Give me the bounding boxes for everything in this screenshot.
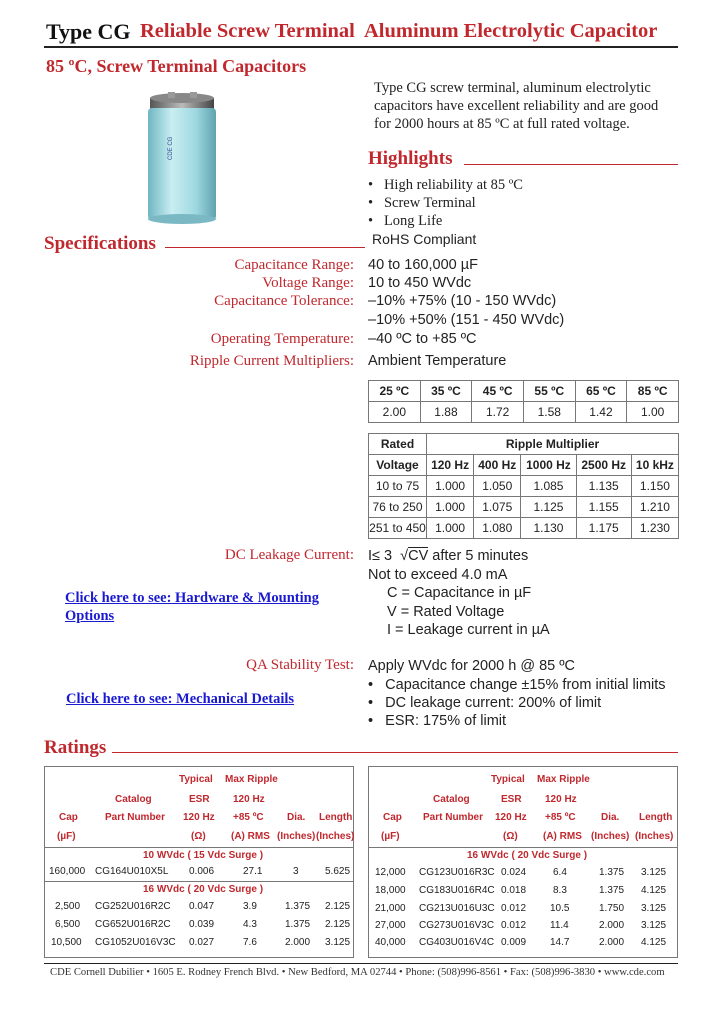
col-esr: ESR <box>501 794 522 805</box>
table-cell: 1.150 <box>631 476 678 497</box>
table-cell: 1.230 <box>631 518 678 539</box>
table-cell: 3.125 <box>641 920 667 931</box>
table-row <box>369 518 679 539</box>
rohs-label: RoHS Compliant <box>372 231 477 247</box>
table-cell: 2.00 <box>369 402 421 423</box>
col-catalog: Catalog <box>115 794 152 805</box>
col-esr: ESR <box>189 794 210 805</box>
col-length: Length <box>639 812 673 823</box>
table-cell: 1.080 <box>474 518 521 539</box>
can-label: CDE CG <box>168 136 174 160</box>
table-cell: 1.00 <box>627 402 679 423</box>
table-cell: CG252U016R2C <box>95 901 171 912</box>
voltage-range-value: 10 to 450 WVdc <box>368 275 472 291</box>
table-cell: 76 to 250 <box>369 497 427 518</box>
ratings-rule <box>112 752 678 753</box>
table-cell: 1.155 <box>576 497 631 518</box>
table-cell: 1.085 <box>521 476 576 497</box>
dc-leakage-line-2: Not to exceed 4.0 mA <box>368 567 508 583</box>
table-cell: 35 ºC <box>420 381 472 402</box>
table-cell: 1.050 <box>474 476 521 497</box>
type-label: Type CG <box>46 19 131 44</box>
divider <box>369 847 677 848</box>
qa-stability-line-1: Apply WVdc for 2000 h @ 85 ºC <box>368 658 576 674</box>
table-cell: 4.125 <box>641 937 667 948</box>
table-cell: 1.750 <box>599 903 625 914</box>
table-cell: 0.006 <box>189 866 215 877</box>
group-header: 10 WVdc ( 15 Vdc Surge ) <box>143 850 264 861</box>
table-cell: 2.125 <box>325 901 351 912</box>
table-cell: CG403U016V4C <box>419 937 495 948</box>
ripple-label: Ripple Current Multipliers: <box>189 353 354 369</box>
qa-item-3: • ESR: 175% of limit <box>368 713 507 729</box>
table-cell: 1.210 <box>631 497 678 518</box>
table-row <box>45 865 353 881</box>
table-row <box>369 434 679 455</box>
table-cell: 18,000 <box>375 885 406 896</box>
intro-line-2: capacitors have excellent reliability and are good <box>374 98 659 114</box>
table-cell: 120 Hz <box>427 455 474 476</box>
table-cell: Voltage <box>369 455 427 476</box>
col-85c: +85 ºC <box>233 812 264 823</box>
table-cell: 2.125 <box>325 919 351 930</box>
col-max-ripple: Max Ripple <box>537 774 590 785</box>
col-catalog: Catalog <box>433 794 470 805</box>
operating-temp-value: –40 ºC to +85 ºC <box>368 331 477 347</box>
table-cell: 1.375 <box>285 919 311 930</box>
col-120hz-2: 120 Hz <box>183 812 215 823</box>
table-cell: 55 ºC <box>523 381 575 402</box>
table-cell: 3.125 <box>325 937 351 948</box>
ripple-value: Ambient Temperature <box>368 353 507 369</box>
table-cell: 40,000 <box>375 937 406 948</box>
table-cell: 0.024 <box>501 867 527 878</box>
table-cell: Rated <box>369 434 427 455</box>
col-part-number: Part Number <box>105 812 166 823</box>
col-typical: Typical <box>491 774 525 785</box>
table-cell: CG273U016V3C <box>419 920 495 931</box>
group-header: 16 WVdc ( 20 Vdc Surge ) <box>467 850 588 861</box>
title-rule <box>44 46 678 48</box>
table-cell: 1.125 <box>521 497 576 518</box>
table-cell: 6,500 <box>55 919 81 930</box>
table-row <box>45 919 353 935</box>
col-inches-1: (Inches) <box>591 831 630 842</box>
col-120hz: 120 Hz <box>545 794 577 805</box>
table-cell: 2.000 <box>599 937 625 948</box>
table-cell: 1.175 <box>576 518 631 539</box>
col-dia: Dia. <box>287 812 306 823</box>
table-cell: 1.88 <box>420 402 472 423</box>
table-row <box>369 381 679 402</box>
table-cell: 400 Hz <box>474 455 521 476</box>
capacitance-range-label: Capacitance Range: <box>234 257 354 273</box>
col-cap: Cap <box>59 812 78 823</box>
col-uf: (µF) <box>57 831 76 842</box>
mechanical-details-link[interactable]: Click here to see: Mechanical Details <box>66 691 295 707</box>
col-arms: (A) RMS <box>543 831 582 842</box>
voltage-range-label: Voltage Range: <box>262 275 354 291</box>
table-cell: 25 ºC <box>369 381 421 402</box>
table-cell: 1.375 <box>285 901 311 912</box>
table-cell: CG1052U016V3C <box>95 937 176 948</box>
table-cell: 0.012 <box>501 903 527 914</box>
footer-rule <box>44 963 678 964</box>
table-row <box>369 476 679 497</box>
table-cell: Ripple Multiplier <box>427 434 679 455</box>
col-inches-1: (Inches) <box>277 831 316 842</box>
page-title: Reliable Screw Terminal Aluminum Electrolytic Capacitor <box>140 20 658 42</box>
table-cell: 1.42 <box>575 402 627 423</box>
col-uf: (µF) <box>381 831 400 842</box>
highlights-heading: Highlights <box>368 148 453 169</box>
table-cell: CG183U016R4C <box>419 885 495 896</box>
table-cell: 160,000 <box>49 866 86 877</box>
hardware-mounting-link[interactable]: Click here to see: Hardware & Mounting <box>65 590 319 606</box>
tolerance-label: Capacitance Tolerance: <box>214 293 354 309</box>
table-cell: CG652U016R2C <box>95 919 171 930</box>
col-cap: Cap <box>383 812 402 823</box>
dc-leakage-line-3: C = Capacitance in µF <box>387 585 532 601</box>
group-header: 16 WVdc ( 20 Vdc Surge ) <box>143 884 264 895</box>
table-cell: 2500 Hz <box>576 455 631 476</box>
col-part-number: Part Number <box>423 812 484 823</box>
capacitance-range-value: 40 to 160,000 µF <box>368 257 478 273</box>
table-row <box>369 497 679 518</box>
table-cell: 1.000 <box>427 497 474 518</box>
highlight-item-1: • High reliability at 85 ºC <box>368 177 523 193</box>
table-cell: 11.4 <box>550 920 569 931</box>
table-cell: 0.039 <box>189 919 215 930</box>
tolerance-value-1: –10% +75% (10 - 150 WVdc) <box>368 293 557 309</box>
dc-leakage-line-5: I = Leakage current in µA <box>387 622 550 638</box>
dc-leakage-label: DC Leakage Current: <box>224 547 354 563</box>
table-cell: 1.375 <box>599 867 625 878</box>
specifications-heading: Specifications <box>44 233 156 254</box>
table-cell: 27.1 <box>243 866 263 877</box>
highlight-item-2: • Screw Terminal <box>368 195 476 211</box>
temperature-multiplier-table <box>368 380 679 423</box>
table-cell: 10.5 <box>550 903 570 914</box>
table-cell: 4.3 <box>243 919 257 930</box>
table-cell: CG164U010X5L <box>95 866 169 877</box>
col-85c: +85 ºC <box>545 812 576 823</box>
col-120hz: 120 Hz <box>233 794 265 805</box>
table-cell: 10 to 75 <box>369 476 427 497</box>
table-cell: 1.000 <box>427 476 474 497</box>
col-dia: Dia. <box>601 812 620 823</box>
formula-root: CV <box>408 548 429 564</box>
specifications-rule <box>165 247 365 248</box>
table-cell: 85 ºC <box>627 381 679 402</box>
formula-suffix: after 5 minutes <box>428 548 529 564</box>
table-cell: CG123U016R3C <box>419 867 495 878</box>
table-cell: 1.72 <box>472 402 524 423</box>
table-cell: 21,000 <box>375 903 406 914</box>
qa-item-2: • DC leakage current: 200% of limit <box>368 695 602 711</box>
table-cell: 1.135 <box>576 476 631 497</box>
table-cell: 0.018 <box>501 885 527 896</box>
ratings-table-right <box>368 766 678 958</box>
table-cell: 3 <box>293 866 299 877</box>
table-cell: 27,000 <box>375 920 406 931</box>
col-inches-2: (Inches) <box>635 831 674 842</box>
hardware-mounting-link-options[interactable]: Options <box>65 608 115 624</box>
table-row <box>45 937 353 953</box>
table-row <box>369 402 679 423</box>
col-arms: (A) RMS <box>231 831 270 842</box>
table-cell: 0.009 <box>501 937 527 948</box>
table-cell: 7.6 <box>243 937 257 948</box>
table-cell: 1.58 <box>523 402 575 423</box>
highlight-item-3: • Long Life <box>368 213 443 229</box>
table-row <box>369 903 677 919</box>
table-cell: 1000 Hz <box>521 455 576 476</box>
formula-prefix: I≤ 3 <box>368 548 393 564</box>
table-cell: 14.7 <box>550 937 570 948</box>
frequency-multiplier-table <box>368 433 679 539</box>
table-cell: 10,500 <box>51 937 82 948</box>
col-inches-2: (Inches) <box>316 831 355 842</box>
ratings-table-left <box>44 766 354 958</box>
table-row <box>45 901 353 917</box>
dc-leakage-formula <box>368 548 528 564</box>
table-row <box>369 455 679 476</box>
divider <box>45 881 353 882</box>
table-cell: 1.000 <box>427 518 474 539</box>
table-cell: 0.047 <box>189 901 215 912</box>
table-cell: 8.3 <box>553 885 567 896</box>
col-ohm: (Ω) <box>191 831 206 842</box>
table-row <box>369 937 677 953</box>
divider <box>45 847 353 848</box>
table-cell: CG213U016U3C <box>419 903 495 914</box>
col-length: Length <box>319 812 353 823</box>
table-cell: 0.012 <box>501 920 527 931</box>
table-cell: 4.125 <box>641 885 667 896</box>
col-max-ripple: Max Ripple <box>225 774 278 785</box>
table-cell: 2,500 <box>55 901 81 912</box>
page-subtitle: 85 ºC, Screw Terminal Capacitors <box>46 56 307 76</box>
table-row <box>369 867 677 883</box>
table-cell: 10 kHz <box>631 455 678 476</box>
table-cell: 45 ºC <box>472 381 524 402</box>
table-cell: 65 ºC <box>575 381 627 402</box>
qa-item-1: • Capacitance change ±15% from initial limits <box>368 677 666 693</box>
table-cell: 5.625 <box>325 866 351 877</box>
table-cell: 3.9 <box>243 901 257 912</box>
table-cell: 6.4 <box>553 867 567 878</box>
table-cell: 1.375 <box>599 885 625 896</box>
intro-line-3: for 2000 hours at 85 ºC at full rated voltage. <box>374 116 630 132</box>
table-cell: 1.075 <box>474 497 521 518</box>
footer-text: CDE Cornell Dubilier • 1605 E. Rodney French Blvd. • New Bedford, MA 02744 • Phone: (508)996-8561 • Fax: (508)996-3830 • www.cde.com <box>50 967 665 978</box>
capacitor-photo <box>138 90 228 225</box>
highlights-rule <box>464 164 678 165</box>
table-cell: 1.130 <box>521 518 576 539</box>
table-cell: 3.125 <box>641 903 667 914</box>
table-cell: 3.125 <box>641 867 667 878</box>
operating-temp-label: Operating Temperature: <box>210 331 354 347</box>
table-cell: 251 to 450 <box>369 518 427 539</box>
col-typical: Typical <box>179 774 213 785</box>
dc-leakage-line-4: V = Rated Voltage <box>387 604 505 620</box>
ratings-heading: Ratings <box>44 737 107 758</box>
table-row <box>369 885 677 901</box>
table-cell: 2.000 <box>599 920 625 931</box>
table-cell: 12,000 <box>375 867 406 878</box>
qa-stability-label: QA Stability Test: <box>246 657 354 673</box>
col-ohm: (Ω) <box>503 831 518 842</box>
intro-line-1: Type CG screw terminal, aluminum electrolytic <box>374 80 651 96</box>
sqrt-symbol: √ <box>396 548 409 564</box>
table-cell: 2.000 <box>285 937 311 948</box>
tolerance-value-2: –10% +50% (151 - 450 WVdc) <box>368 312 565 328</box>
table-row <box>369 920 677 936</box>
col-120hz-2: 120 Hz <box>495 812 527 823</box>
table-cell: 0.027 <box>189 937 215 948</box>
